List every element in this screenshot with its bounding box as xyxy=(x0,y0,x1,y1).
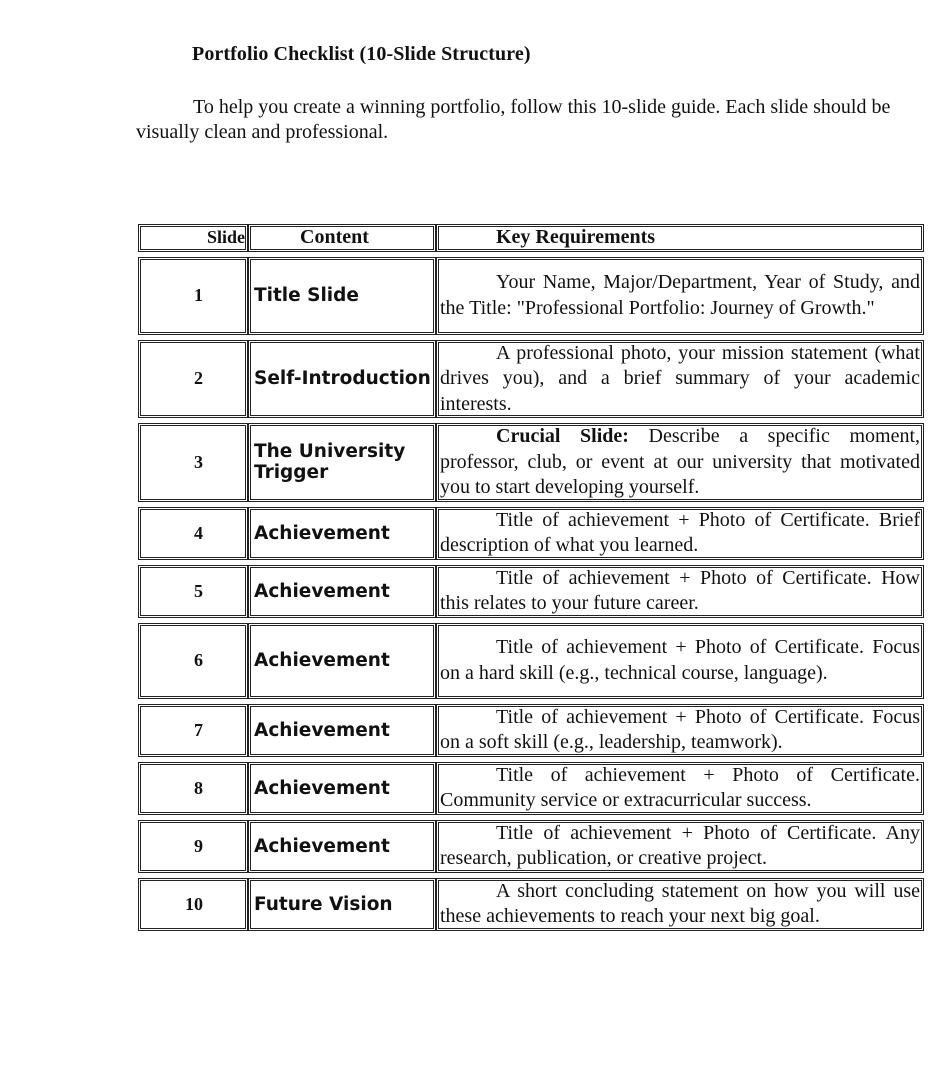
slide-requirements xyxy=(436,878,924,931)
table-row xyxy=(138,820,924,873)
intro-paragraph xyxy=(136,95,896,145)
slide-content: Achievement xyxy=(248,762,436,815)
table-row xyxy=(138,565,924,618)
requirement-text: A professional photo, your mission statement (what drives you), and a brief summary of your academic interests. xyxy=(440,341,920,415)
header-content: Content xyxy=(248,224,436,252)
slide-content: Achievement xyxy=(248,820,436,873)
slide-requirements xyxy=(436,257,924,335)
requirement-text: Title of achievement + Photo of Certificate. Focus on a soft skill (e.g., leadership, teamwork). xyxy=(440,705,920,753)
slide-number: 9 xyxy=(138,820,248,873)
slide-content: Future Vision xyxy=(248,878,436,931)
slide-requirements xyxy=(436,623,924,699)
table-row xyxy=(138,878,924,931)
header-requirements: Key Requirements xyxy=(436,224,924,252)
requirement-text: A short concluding statement on how you will use these achievements to reach your next big goal. xyxy=(440,879,920,927)
table-row xyxy=(138,340,924,419)
table-row xyxy=(138,704,924,757)
slide-requirements xyxy=(436,565,924,618)
requirement-text: Title of achievement + Photo of Certificate. How this relates to your future career. xyxy=(440,566,920,614)
slide-content: Title Slide xyxy=(248,257,436,335)
slide-content: Achievement xyxy=(248,565,436,618)
requirement-text: Your Name, Major/Department, Year of Study, and the Title: "Professional Portfolio: Journey of Growth." xyxy=(440,271,920,319)
table-row xyxy=(138,257,924,335)
document-title: Portfolio Checklist (10-Slide Structure) xyxy=(192,43,531,65)
header-slide: Slide xyxy=(138,224,248,252)
slide-number: 10 xyxy=(138,878,248,931)
slide-number: 6 xyxy=(138,623,248,699)
slide-content: Achievement xyxy=(248,704,436,757)
table-row xyxy=(138,623,924,699)
requirement-text: Title of achievement + Photo of Certificate. Focus on a hard skill (e.g., technical course, language). xyxy=(440,636,920,684)
table-row xyxy=(138,423,924,502)
slide-requirements xyxy=(436,704,924,757)
slide-content: The University Trigger xyxy=(248,423,436,502)
slide-number: 5 xyxy=(138,565,248,618)
requirement-text: Describe a specific moment, professor, club, or event at our university that motivated you to start developing yourself. xyxy=(440,425,920,498)
slide-content: Self-Introduction xyxy=(248,340,436,419)
requirement-lead: Crucial Slide: xyxy=(496,425,629,447)
slide-number: 4 xyxy=(138,507,248,560)
slide-content: Achievement xyxy=(248,623,436,699)
table-header-row xyxy=(138,224,924,252)
slide-requirements xyxy=(436,423,924,502)
requirement-text: Title of achievement + Photo of Certificate. Any research, publication, or creative project. xyxy=(440,821,920,869)
table-row xyxy=(138,507,924,560)
requirement-text: Title of achievement + Photo of Certificate. Brief description of what you learned. xyxy=(440,508,920,556)
slide-number: 3 xyxy=(138,423,248,502)
slide-requirements xyxy=(436,340,924,419)
slide-requirements xyxy=(436,507,924,560)
slide-number: 2 xyxy=(138,340,248,419)
slide-number: 7 xyxy=(138,704,248,757)
slide-content: Achievement xyxy=(248,507,436,560)
slide-number: 8 xyxy=(138,762,248,815)
intro-text: To help you create a winning portfolio, follow this 10-slide guide. Each slide should be visually clean and professional. xyxy=(136,96,891,143)
table-row xyxy=(138,762,924,815)
requirement-text: Title of achievement + Photo of Certificate. Community service or extracurricular success. xyxy=(440,763,920,811)
slide-requirements xyxy=(436,820,924,873)
slide-number: 1 xyxy=(138,257,248,335)
slide-requirements xyxy=(436,762,924,815)
checklist-table xyxy=(138,224,924,931)
